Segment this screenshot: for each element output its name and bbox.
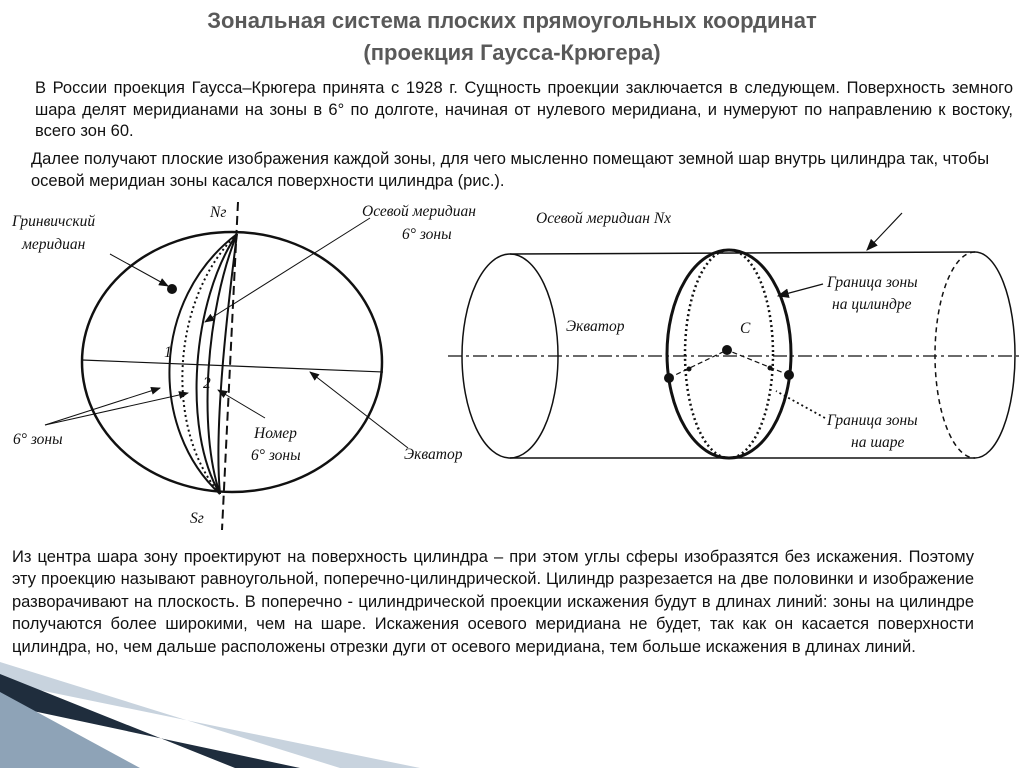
globe-diagram	[11, 202, 476, 530]
label-zone-1: 1	[164, 344, 172, 361]
page-title-line2: (проекция Гаусса-Крюгера)	[363, 40, 661, 65]
decorative-stripes	[0, 658, 420, 768]
cylinder-right-end	[975, 252, 1015, 458]
label-axial-1: Осевой меридиан	[362, 203, 476, 220]
label-greenwich-1: Гринвичский	[12, 213, 96, 230]
label-cylinder-axial: Осевой меридиан Nx	[536, 210, 672, 227]
label-border-cyl-2: на цилиндре	[832, 296, 912, 313]
greenwich-point	[167, 284, 177, 294]
cylinder-diagram	[448, 210, 1020, 458]
intro-paragraph-1: В России проекция Гаусса–Крюгера принята с 1928 г. Сущность проекции заключается в следующем. Поверхность земного шара делят меридианами на зоны в 6° по долготе, начиная от нулевого меридиана, и нумеруют по направлению к востоку, всего зон 60.	[35, 79, 1013, 140]
label-greenwich-2: меридиан	[22, 236, 86, 253]
body-paragraph: Из центра шара зону проектируют на поверхность цилиндра – при этом углы сферы изобразятся без искажения. Поэтому эту проекцию называют равноугольной, поперечно-цилиндрической. Цилиндр разрезается на две половинки и изображение разворачивают на плоскость. В поперечно - цилиндрической проекции искажения будут в длинах линий: зоны на цилиндре получаются более широкими, чем на шаре. Искажения осевого меридиана не будет, так как он касается поверхности цилиндра, но, чем дальше расположены отрезки дуги от осевого меридиана, тем больше искажения в длинах линий.	[12, 548, 974, 656]
label-border-globe-1: Граница зоны	[827, 412, 918, 429]
label-globe-equator: Экватор	[404, 446, 463, 463]
label-north: Nг	[210, 204, 227, 221]
label-zone-2: 2	[203, 375, 211, 392]
page-title-line1: Зональная система плоских прямоугольных координат	[207, 8, 817, 33]
label-axial-2: 6° зоны	[402, 226, 452, 243]
label-cylinder-equator: Экватор	[566, 318, 625, 335]
label-border-cyl-1: Граница зоны	[827, 274, 918, 291]
center-point	[722, 345, 732, 355]
globe-equator-line	[82, 360, 383, 372]
label-zones: 6° зоны	[13, 431, 63, 448]
label-south: Sг	[190, 510, 204, 527]
label-zone-number-2: 6° зоны	[251, 447, 301, 464]
label-zone-number-1: Номер	[254, 425, 297, 442]
label-center: C	[740, 320, 751, 337]
label-border-globe-2: на шаре	[851, 434, 905, 451]
intro-paragraph-2: Далее получают плоские изображения каждой зоны, для чего мысленно помещают земной шар внутрь цилиндра так, чтобы осевой меридиан зоны касался поверхности цилиндра (рис.).	[31, 150, 990, 190]
